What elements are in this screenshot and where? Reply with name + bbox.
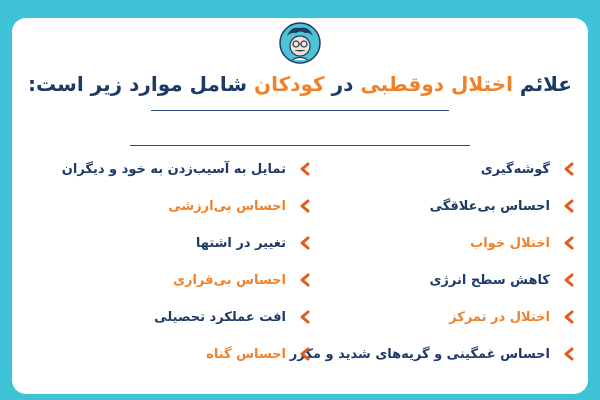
- content-card: [12, 18, 588, 394]
- symptom-item: [430, 194, 576, 218]
- symptom-item: [429, 268, 576, 292]
- symptom-item: [62, 157, 312, 181]
- symptom-item: [154, 305, 312, 329]
- chevron-left-icon: [298, 199, 312, 213]
- symptom-label: احساس گناه: [206, 346, 286, 362]
- divider-line: [151, 110, 449, 111]
- divider-line: [130, 145, 470, 146]
- symptom-label: احساس بی‌علاقگی: [429, 198, 550, 214]
- symptom-label: افت عملکرد تحصیلی: [154, 309, 286, 325]
- chevron-left-icon: [562, 236, 576, 250]
- chevron-left-icon: [298, 310, 312, 324]
- title-highlight-bipolar: اختلال دوقطبی: [360, 72, 513, 96]
- title-highlight-children: کودکان: [254, 72, 325, 96]
- chevron-left-icon: [562, 310, 576, 324]
- page-title: علائم اختلال دوقطبی در کودکان شامل موارد زیر است:: [28, 72, 572, 96]
- symptom-label: اختلال خواب: [470, 235, 550, 251]
- symptom-label: تغییر در اشتها: [195, 235, 286, 251]
- symptom-item: [173, 268, 312, 292]
- symptom-item: [168, 194, 312, 218]
- symptom-label: گوشه‌گیری: [480, 161, 550, 177]
- symptom-item: [206, 342, 312, 366]
- chevron-left-icon: [562, 273, 576, 287]
- chevron-left-icon: [298, 347, 312, 361]
- chevron-left-icon: [298, 236, 312, 250]
- symptom-item: [481, 157, 576, 181]
- symptom-label: احساس بی‌ارزشی: [168, 198, 286, 214]
- symptom-label: احساس غمگینی و گریه‌های شدید و مکرر: [289, 346, 550, 362]
- symptom-label: تمایل به آسیب‌زدن به خود و دیگران: [61, 161, 286, 177]
- chevron-left-icon: [562, 347, 576, 361]
- chevron-left-icon: [562, 162, 576, 176]
- chevron-left-icon: [298, 273, 312, 287]
- chevron-left-icon: [562, 199, 576, 213]
- chevron-left-icon: [298, 162, 312, 176]
- symptom-label: احساس بی‌قراری: [173, 272, 286, 288]
- symptom-item: [290, 342, 576, 366]
- doctor-face-icon: [279, 22, 321, 64]
- symptom-item: [196, 231, 312, 255]
- symptom-item: [470, 231, 576, 255]
- symptom-label: اختلال در تمرکز: [449, 309, 550, 325]
- symptom-item: [449, 305, 576, 329]
- symptom-label: کاهش سطح انرژی: [429, 272, 550, 288]
